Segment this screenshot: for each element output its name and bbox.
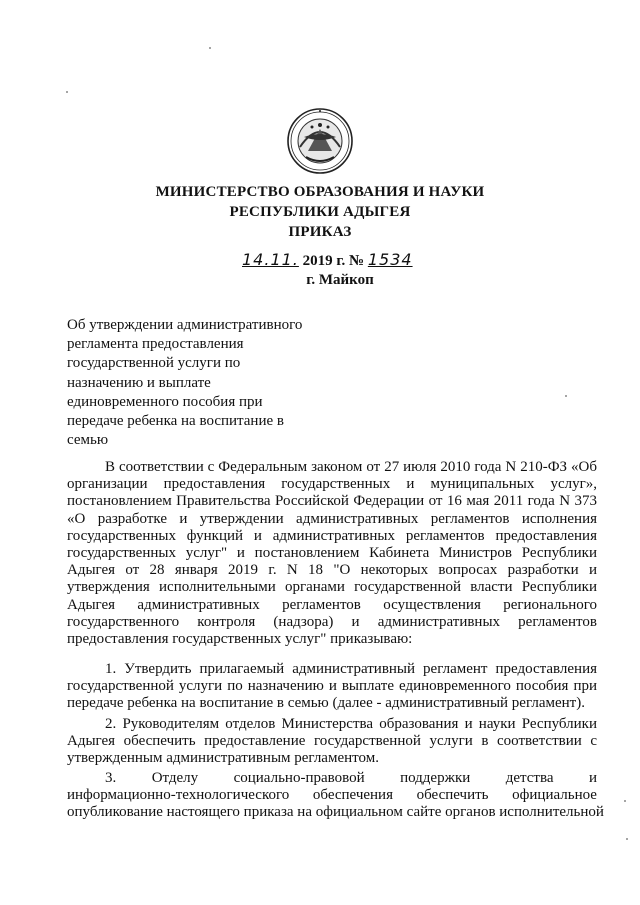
item-3-row bbox=[67, 804, 604, 821]
item-3-word: детства bbox=[505, 770, 554, 786]
order-number: 1534 bbox=[367, 250, 413, 269]
item-3-paragraph bbox=[67, 770, 604, 822]
coat-of-arms-icon bbox=[286, 107, 354, 175]
item-3-word: и bbox=[588, 770, 597, 786]
order-city: г. Майкоп bbox=[306, 272, 374, 288]
item-3-word: обеспечить bbox=[416, 787, 489, 804]
subject-line: назначению и выплате bbox=[67, 374, 211, 391]
subject-line: государственной услуги по bbox=[67, 355, 241, 372]
order-number-label: № bbox=[349, 253, 365, 269]
item-2-paragraph bbox=[67, 716, 597, 768]
scan-speck bbox=[624, 800, 626, 802]
item-3-word: социально-правовой bbox=[233, 770, 365, 786]
scan-speck bbox=[565, 395, 567, 397]
scan-speck bbox=[66, 91, 68, 93]
ministry-name-line1: МИНИСТЕРСТВО ОБРАЗОВАНИЯ И НАУКИ bbox=[155, 184, 485, 200]
scan-speck bbox=[209, 47, 211, 49]
item-3-row bbox=[67, 787, 597, 804]
item-1-paragraph bbox=[67, 661, 597, 713]
item-3-text: опубликование настоящего приказа на официальном сайте органов исполнительной bbox=[67, 804, 604, 821]
item-3-word: поддержки bbox=[400, 770, 471, 786]
preamble-text: В соответствии с Федеральным законом от 27 июля 2010 года N 210-ФЗ «Об организации предоставления государственных и муниципальных услуг», постановлением Правительства Российской Федерации от 16 мая 2011 года N 373 «О разработке и утверждении административных регламентов исполнения государственных функций и административных регламентов предоставления государственных услуг" и постановлением Кабинета Министров Республики Адыгея от 28 января 2019 г. N 18 "О некоторых вопросах разработки и утверждения исполнительными органами государственной власти Республики Адыгея административных регламентов осуществления регионального государственного контроля (надзора) и административных регламентов предоставления государственных услуг" приказываю: bbox=[67, 459, 597, 648]
item-3-word: официальное bbox=[512, 787, 597, 804]
scan-speck bbox=[626, 838, 628, 840]
order-subject bbox=[67, 316, 317, 450]
item-3-word: 3. bbox=[105, 770, 117, 786]
item-3-word: обеспечения bbox=[312, 787, 393, 804]
subject-line: единовременного пособия при bbox=[67, 393, 263, 410]
order-date: 14.11. bbox=[242, 250, 299, 269]
item-2-text: 2. Руководителям отделов Министерства образования и науки Республики Адыгея обеспечить предоставление государственной услуги в соответствии с утвержденным административным регламентом. bbox=[67, 716, 597, 767]
subject-line: Об утверждении административного bbox=[67, 317, 303, 333]
item-1-text: 1. Утвердить прилагаемый административный регламент предоставления государственной услуги по назначению и выплате единовременного пособия при передаче ребенка на воспитание в семью (далее - административный регламент). bbox=[67, 661, 597, 712]
ministry-name-line2: РЕСПУБЛИКИ АДЫГЕЯ bbox=[229, 204, 411, 220]
order-year: 2019 г. bbox=[302, 253, 346, 269]
item-3-word: информационно-технологического bbox=[67, 787, 290, 804]
preamble-paragraph bbox=[67, 459, 597, 648]
subject-line: передаче ребенка на воспитание в bbox=[67, 413, 284, 430]
document-type: ПРИКАЗ bbox=[288, 224, 352, 240]
subject-line: семью bbox=[67, 432, 109, 449]
subject-line: регламента предоставления bbox=[67, 336, 244, 353]
item-3-word: Отделу bbox=[151, 770, 199, 786]
order-date-number bbox=[242, 250, 413, 270]
item-3-row bbox=[67, 770, 597, 787]
